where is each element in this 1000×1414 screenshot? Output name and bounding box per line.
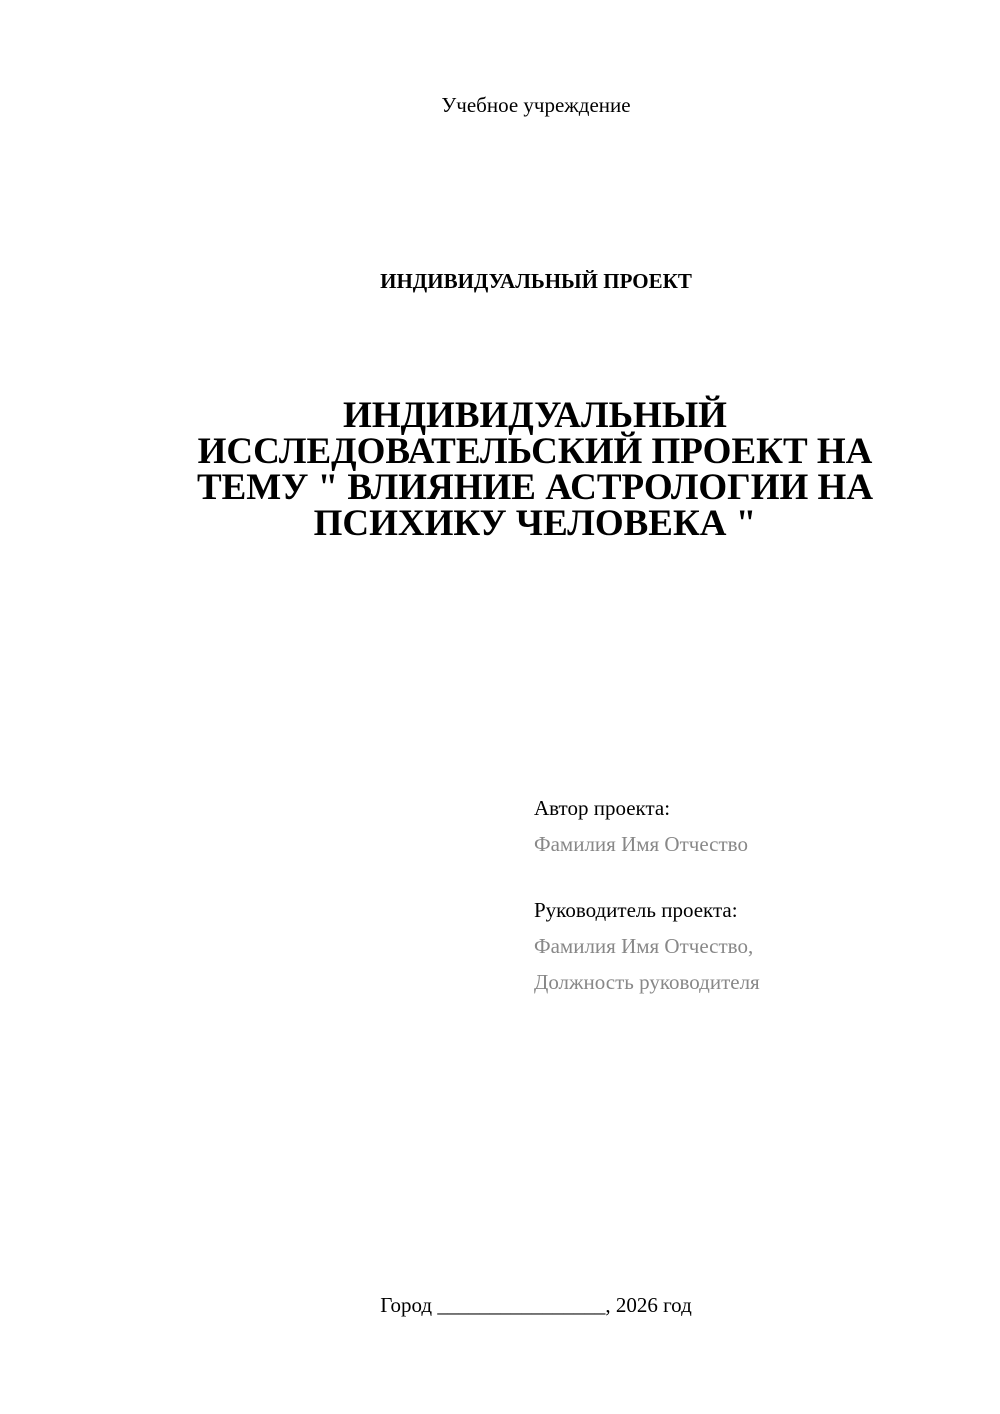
title-line: ИССЛЕДОВАТЕЛЬСКИЙ ПРОЕКТ НА xyxy=(197,431,873,472)
city-year-footer: Город ________________, 2026 год xyxy=(380,1293,692,1317)
supervisor-name-placeholder: Фамилия Имя Отчество, xyxy=(534,934,754,958)
project-type-heading: ИНДИВИДУАЛЬНЫЙ ПРОЕКТ xyxy=(380,269,692,293)
author-label: Автор проекта: xyxy=(534,796,671,820)
supervisor-position-placeholder: Должность руководителя xyxy=(534,970,760,994)
author-name-placeholder: Фамилия Имя Отчество xyxy=(534,832,748,856)
title-line: ПСИХИКУ ЧЕЛОВЕКА " xyxy=(313,503,757,544)
project-title xyxy=(160,395,910,544)
title-line: ТЕМУ " ВЛИЯНИЕ АСТРОЛОГИИ НА xyxy=(196,467,874,508)
project-info-block xyxy=(534,790,974,1000)
spacer xyxy=(534,862,974,892)
supervisor-label: Руководитель проекта: xyxy=(534,898,738,922)
title-line: ИНДИВИДУАЛЬНЫЙ xyxy=(343,395,727,436)
institution-name: Учебное учреждение xyxy=(441,93,631,117)
